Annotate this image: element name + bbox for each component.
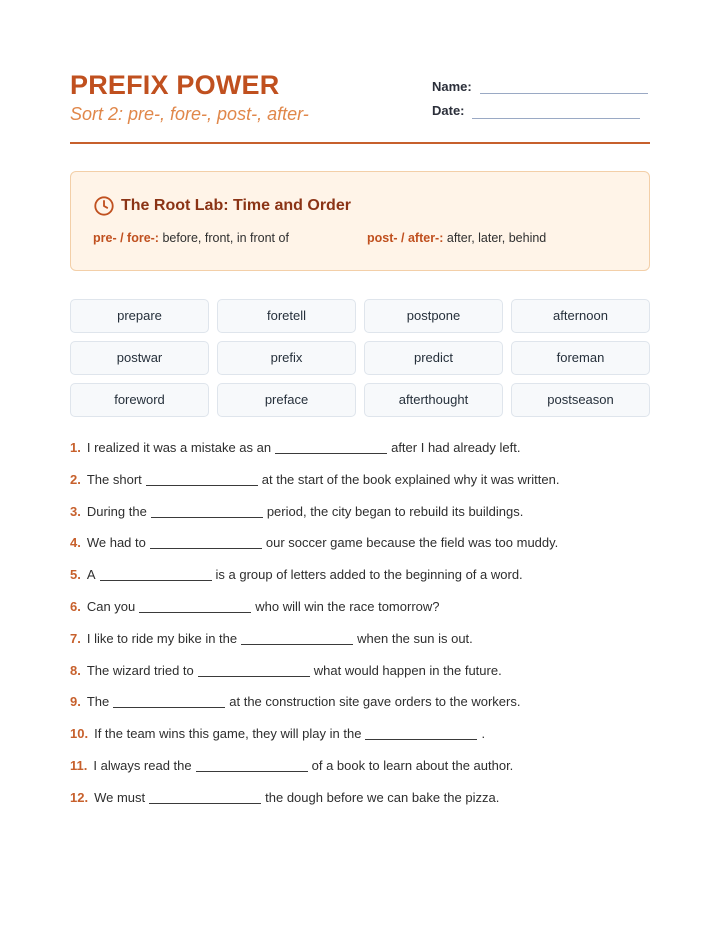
sentence-item [70,440,650,472]
answer-blank[interactable] [100,568,212,581]
sentence-item [70,694,650,726]
sentence-text-before: We must [94,789,146,805]
word-card[interactable]: prefix [217,341,356,375]
word-card[interactable]: prepare [70,299,209,333]
sentence-number: 3. [70,503,81,519]
definition-pre-fore [93,231,289,245]
date-label: Date: [432,103,465,118]
sentence-item [70,599,650,631]
sentence-item [70,790,650,822]
name-line[interactable] [480,93,648,94]
word-card[interactable]: postpone [364,299,503,333]
sentence-text-after: period, the city began to rebuild its buildings. [266,503,524,519]
word-card[interactable]: foreword [70,383,209,417]
sentence-text-after: what would happen in the future. [313,662,502,678]
sentence-text-before: A [86,567,96,583]
worksheet-header [70,0,650,144]
sentence-item [70,758,650,790]
answer-blank[interactable] [149,791,261,804]
date-line[interactable] [472,118,640,119]
sentence-text-before: The short [86,471,142,487]
sentence-text-before: During the [86,503,147,519]
answer-blank[interactable] [196,759,308,772]
sentence-number: 6. [70,598,81,614]
sentence-text-before: I realized it was a mistake as an [86,440,272,455]
sentence-number: 5. [70,567,81,583]
sentence-text-before: The wizard tried to [86,662,194,678]
page-title: PREFIX POWER [70,70,280,100]
root-lab-box [70,171,650,271]
answer-blank[interactable] [198,664,310,677]
sentence-number: 10. [70,726,89,742]
clock-icon [93,195,115,217]
word-card[interactable]: postwar [70,341,209,375]
name-label: Name: [432,79,472,94]
sentence-text-after: of a book to learn about the author. [311,757,514,773]
sentence-item [70,663,650,695]
sentence-number: 8. [70,662,81,678]
word-card[interactable]: foretell [217,299,356,333]
answer-blank[interactable] [365,727,477,740]
word-card[interactable]: foreman [511,341,650,375]
answer-blank[interactable] [113,695,225,708]
sentence-number: 12. [70,789,89,805]
sentence-text-after: after I had already left. [391,440,521,455]
sentence-text-after: the dough before we can bake the pizza. [265,789,500,805]
answer-blank[interactable] [151,505,263,518]
answer-blank[interactable] [241,632,353,645]
page-subtitle: Sort 2: pre-, fore-, post-, after- [70,104,309,124]
sentence-number: 9. [70,694,81,710]
sentence-item [70,631,650,663]
sentence-list [70,440,650,822]
sentence-text-before: If the team wins this game, they will play in the [94,726,362,742]
definition-text: after, later, behind [446,231,547,245]
sentence-text-after: when the sun is out. [357,630,473,646]
word-card[interactable]: preface [217,383,356,417]
word-card[interactable]: afterthought [364,383,503,417]
definition-text: before, front, in front of [162,231,289,245]
worksheet-page [70,0,650,805]
sentence-text-after: . [481,726,486,742]
sentence-text-before: We had to [86,535,146,551]
sentence-text-after: at the construction site gave orders to the workers. [229,694,521,710]
sentence-number: 1. [70,440,81,455]
root-lab-title: The Root Lab: Time and Order [121,197,351,214]
sentence-number: 4. [70,535,81,551]
answer-blank[interactable] [139,600,251,613]
sentence-text-after: at the start of the book explained why it was written. [261,471,560,487]
definition-key: pre- / fore-: [93,231,159,245]
answer-blank[interactable] [150,536,262,549]
sentence-number: 2. [70,471,81,487]
sentence-text-after: is a group of letters added to the beginning of a word. [215,567,523,583]
word-card[interactable]: afternoon [511,299,650,333]
word-bank [70,299,650,417]
sentence-text-before: I always read the [93,757,192,773]
date-field[interactable] [432,103,465,118]
definition-key: post- / after-: [367,231,444,245]
sentence-item [70,567,650,599]
sentence-text-before: Can you [86,598,136,614]
sentence-text-after: who will win the race tomorrow? [255,598,440,614]
word-card[interactable]: predict [364,341,503,375]
sentence-item [70,535,650,567]
sentence-text-before: I like to ride my bike in the [86,630,238,646]
sentence-text-after: our soccer game because the field was too muddy. [265,535,559,551]
answer-blank[interactable] [275,441,387,454]
sentence-text-before: The [86,694,110,710]
sentence-item [70,504,650,536]
word-card[interactable]: postseason [511,383,650,417]
definition-post-after [367,231,546,245]
sentence-item [70,726,650,758]
sentence-number: 11. [70,757,88,773]
sentence-number: 7. [70,630,81,646]
sentence-item [70,472,650,504]
name-field[interactable] [432,79,472,94]
answer-blank[interactable] [146,473,258,486]
